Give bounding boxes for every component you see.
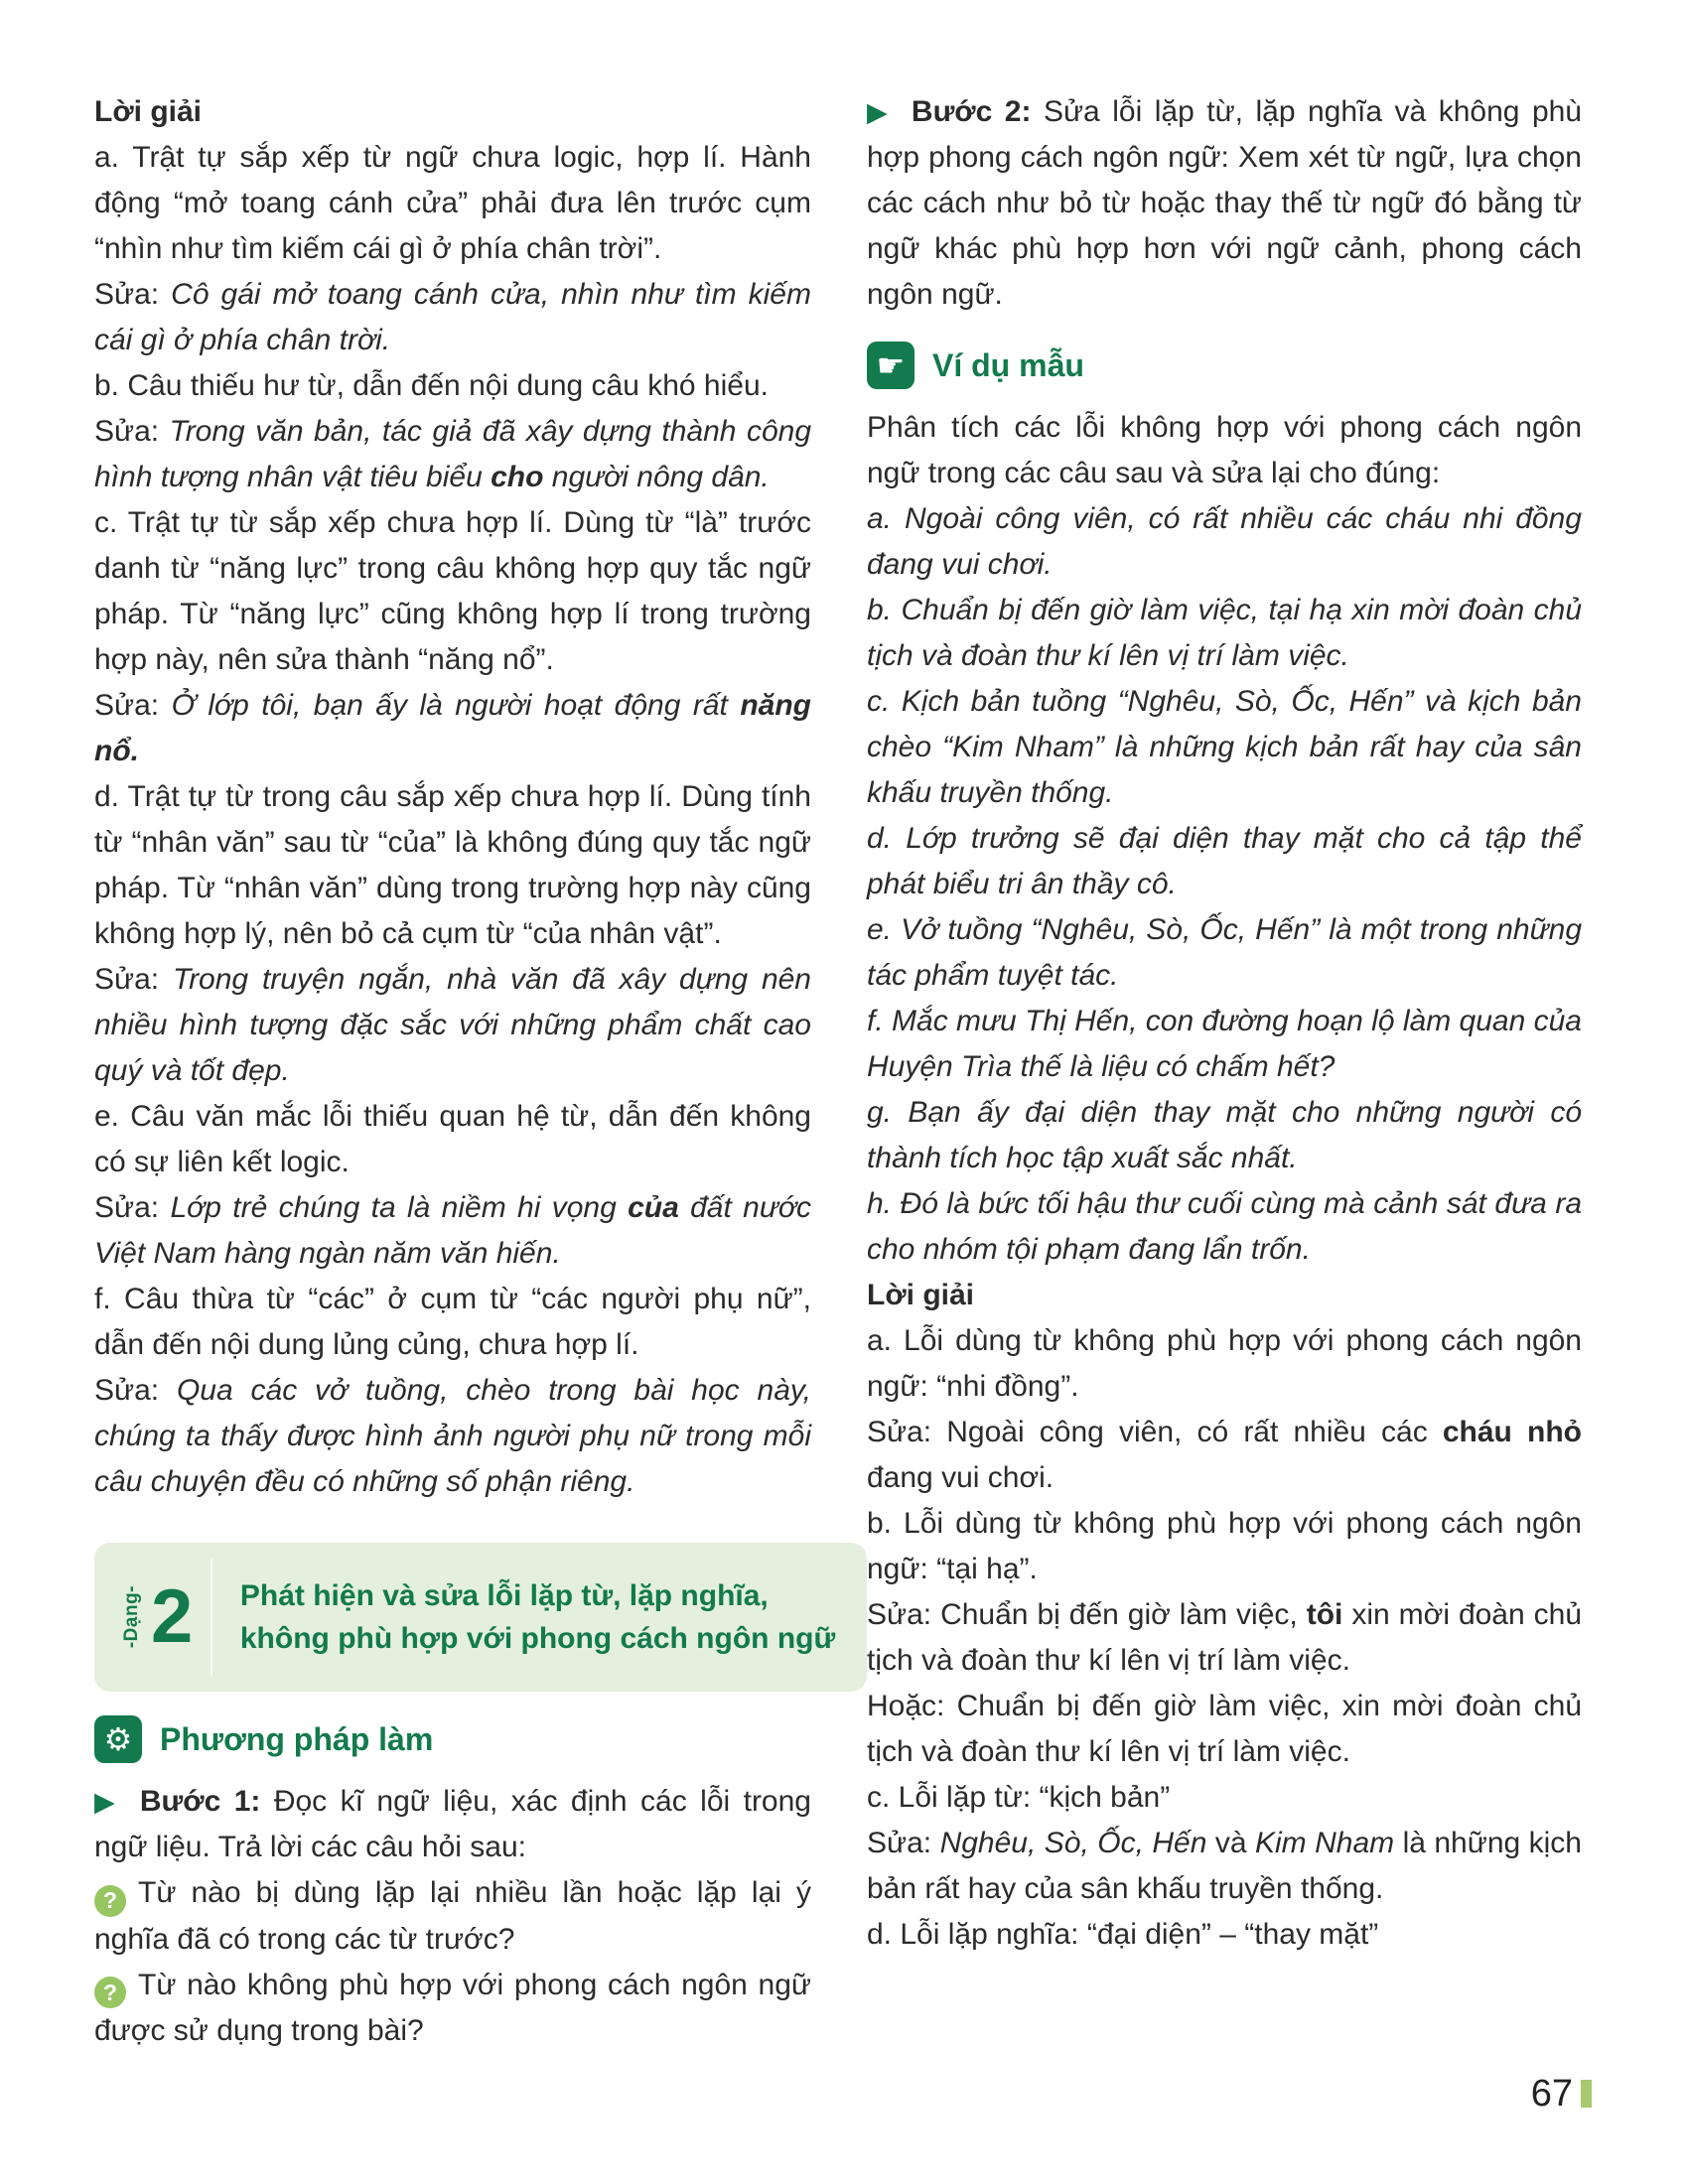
text-segment: Sửa: Chuẩn bị đến giờ làm việc, <box>867 1598 1307 1631</box>
text-segment: Phân tích các lỗi không hợp với phong cách ngôn ngữ trong các câu sau và sửa lại cho đúng: <box>867 411 1582 489</box>
gear-icon: ⚙ <box>94 1715 142 1763</box>
text-segment: a. Lỗi dùng từ không phù hợp với phong cách ngôn ngữ: “nhi đồng”. <box>867 1324 1582 1403</box>
text-segment: Trong truyện ngắn, nhà văn đã xây dựng nên nhiều hình tượng đặc sắc với những phẩm chất cao quý và tốt đẹp. <box>94 963 811 1087</box>
text-segment: c. Trật tự từ sắp xếp chưa hợp lí. Dùng từ “là” trước danh từ “năng lực” trong câu không hợp quy tắc ngữ pháp. Từ “năng lực” cũng không hợp lí trong trường hợp này, nên sửa thành “năng nổ”. <box>94 506 811 676</box>
paragraph <box>94 272 811 363</box>
dang-divider <box>211 1559 212 1676</box>
text-segment: cháu nhỏ <box>1442 1416 1582 1448</box>
paragraph <box>94 1185 811 1277</box>
step-arrow-icon: ▶ <box>94 1787 120 1817</box>
section-heading: Lời giải <box>94 95 203 128</box>
text-segment: Sửa: <box>867 1827 940 1859</box>
paragraph <box>94 363 811 409</box>
text-segment: Đọc kĩ ngữ liệu, xác định các lỗi trong ngữ liệu. Trả lời các câu hỏi sau: <box>94 1785 811 1863</box>
text-segment: e. Câu văn mắc lỗi thiếu quan hệ từ, dẫn đến không có sự liên kết logic. <box>94 1100 811 1178</box>
text-segment: năng nổ. <box>94 689 811 767</box>
text-segment: f. Câu thừa từ “các” ở cụm từ “các người phụ nữ”, dẫn đến nội dung lủng củng, chưa hợp lí. <box>94 1283 811 1361</box>
paragraph <box>867 1501 1582 1592</box>
paragraph <box>94 409 811 500</box>
text-segment: Sửa: Ngoài công viên, có rất nhiều các <box>867 1416 1443 1448</box>
step-arrow-icon: ▶ <box>867 97 892 127</box>
text-segment: Trong văn bản, tác giả đã xây dựng thành công hình tượng nhân vật tiêu biểu <box>94 415 812 493</box>
text-segment: Sửa: <box>94 1191 171 1224</box>
paragraph <box>867 907 1582 999</box>
text-segment: xin mời đoàn chủ tịch và đoàn thư kí lên vị trí làm việc. <box>867 1598 1583 1677</box>
paragraph <box>867 1592 1582 1684</box>
text-segment: a. Trật tự sắp xếp từ ngữ chưa logic, hợp lí. Hành động “mở toang cánh cửa” phải đưa lên trước cụm “nhìn như tìm kiếm cái gì ở phía chân trời”. <box>94 141 811 265</box>
text-segment: d. Lớp trưởng sẽ đại diện thay mặt cho cả tập thể phát biểu tri ân thầy cô. <box>867 822 1582 900</box>
dang-vertical-label: -Dạng- <box>121 1585 142 1649</box>
question-item <box>94 1870 811 1963</box>
text-segment: đang vui chơi. <box>867 1461 1055 1494</box>
text-segment: Từ nào không phù hợp với phong cách ngôn ngữ được sử dụng trong bài? <box>94 1968 811 2047</box>
dang-box <box>94 1543 867 1692</box>
question-item <box>94 1963 811 2055</box>
paragraph <box>867 1684 1582 1775</box>
text-segment: b. Lỗi dùng từ không phù hợp với phong cách ngôn ngữ: “tại hạ”. <box>867 1507 1582 1585</box>
text-segment: f. Mắc mưu Thị Hến, con đường hoạn lộ làm quan của Huyện Trìa thế là liệu có chấm hết? <box>867 1005 1582 1083</box>
text-segment: người nông dân. <box>543 461 770 493</box>
text-segment: b. Câu thiếu hư từ, dẫn đến nội dung câu khó hiểu. <box>94 369 769 402</box>
paragraph <box>867 588 1582 679</box>
page-number: 67 <box>1530 2073 1573 2115</box>
text-segment: Lớp trẻ chúng ta là niềm hi vọng <box>170 1191 629 1224</box>
text-segment: Sửa: <box>94 1374 177 1407</box>
text-segment: e. Vở tuồng “Nghêu, Sò, Ốc, Hến” là một trong những tác phẩm tuyệt tác. <box>867 913 1582 992</box>
section-title: Ví dụ mẫu <box>932 346 1084 383</box>
paragraph <box>94 135 811 272</box>
section-header <box>94 1715 811 1763</box>
text-segment: và <box>1206 1827 1255 1859</box>
text-segment: Kim Nham <box>1254 1827 1395 1859</box>
text-segment: là những kịch bản rất hay của sân khấu truyền thống. <box>867 1827 1582 1905</box>
paragraph <box>94 1094 811 1185</box>
text-segment: d. Lỗi lặp nghĩa: “đại diện” – “thay mặt” <box>867 1918 1379 1951</box>
paragraph <box>867 679 1582 816</box>
question-icon: ? <box>94 1885 126 1917</box>
text-segment: của <box>628 1191 679 1224</box>
paragraph <box>867 405 1582 496</box>
paragraph <box>867 1821 1582 1912</box>
text-segment: a. Ngoài công viên, có rất nhiều các cháu nhi đồng đang vui chơi. <box>867 502 1582 581</box>
text-segment: Sửa: <box>94 278 172 311</box>
paragraph <box>867 1410 1582 1501</box>
section-header <box>867 341 1582 389</box>
text-segment: g. Bạn ấy đại diện thay mặt cho những người có thành tích học tập xuất sắc nhất. <box>867 1096 1582 1174</box>
text-segment: Cô gái mở toang cánh cửa, nhìn như tìm kiếm cái gì ở phía chân trời. <box>94 278 811 356</box>
pointing-hand-icon: ☛ <box>867 341 914 389</box>
text-segment: h. Đó là bức tối hậu thư cuối cùng mà cảnh sát đưa ra cho nhóm tội phạm đang lẩn trốn. <box>867 1187 1582 1266</box>
text-segment: đất nước Việt Nam hàng ngàn năm văn hiến. <box>94 1191 811 1270</box>
text-segment: Bước 1: <box>139 1785 261 1818</box>
text-segment: Sửa lỗi lặp từ, lặp nghĩa và không phù hợp phong cách ngôn ngữ: Xem xét từ ngữ, lựa chọn các cách như bỏ từ hoặc thay thế từ ngữ đó bằng từ ngữ khác phù hợp hơn với ngữ cảnh, phong cách ngôn ngữ. <box>867 95 1582 311</box>
right-column <box>867 89 1582 1958</box>
paragraph <box>94 683 811 774</box>
text-segment: b. Chuẩn bị đến giờ làm việc, tại hạ xin mời đoàn chủ tịch và đoàn thư kí lên vị trí làm việc. <box>867 594 1582 672</box>
text-segment: Hoặc: Chuẩn bị đến giờ làm việc, xin mời đoàn chủ tịch và đoàn thư kí lên vị trí làm việc. <box>867 1690 1582 1768</box>
text-segment: Sửa: <box>94 963 173 996</box>
text-segment: Qua các vở tuồng, chèo trong bài học này, chúng ta thấy được hình ảnh người phụ nữ trong mỗi câu chuyện đều có những số phận riêng. <box>94 1374 811 1498</box>
text-segment: tôi <box>1306 1598 1343 1631</box>
text-segment: Nghêu, Sò, Ốc, Hến <box>939 1827 1207 1859</box>
text-segment: Sửa: <box>94 689 172 722</box>
section-heading: Lời giải <box>867 1279 975 1311</box>
step-paragraph <box>94 1779 811 1870</box>
paragraph <box>94 500 811 683</box>
text-segment: Bước 2: <box>911 95 1032 128</box>
step-paragraph <box>867 89 1582 318</box>
paragraph <box>867 816 1582 907</box>
left-column <box>94 89 836 2054</box>
text-segment: d. Trật tự từ trong câu sắp xếp chưa hợp lí. Dùng tính từ “nhân văn” sau từ “của” là không đúng quy tắc ngữ pháp. Từ “nhân văn” dùng trong trường hợp này cũng không hợp lý, nên bỏ cả cụm từ “của nhân vật”. <box>94 780 811 950</box>
page-footer <box>1531 2075 1592 2113</box>
page-number-bar <box>1581 2080 1592 2108</box>
text-segment: Ở lớp tôi, bạn ấy là người hoạt động rất <box>171 689 741 722</box>
question-icon: ? <box>94 1977 126 2008</box>
text-segment: c. Lỗi lặp từ: “kịch bản” <box>867 1781 1171 1814</box>
text-segment: Từ nào bị dùng lặp lại nhiều lần hoặc lặp lại ý nghĩa đã có trong các từ trước? <box>94 1876 811 1956</box>
paragraph <box>867 1318 1582 1410</box>
paragraph <box>867 1090 1582 1181</box>
paragraph <box>94 1277 811 1368</box>
paragraph <box>867 1912 1582 1958</box>
text-segment: Sửa: <box>94 415 170 448</box>
text-segment: cho <box>491 461 544 493</box>
paragraph <box>867 999 1582 1090</box>
dang-title: Phát hiện và sửa lỗi lặp từ, lặp nghĩa, không phù hợp với phong cách ngôn ngữ <box>239 1579 836 1655</box>
paragraph <box>94 1368 811 1505</box>
paragraph <box>867 496 1582 588</box>
text-segment: c. Kịch bản tuồng “Nghêu, Sò, Ốc, Hến” và kịch bản chèo “Kim Nham” là những kịch bản rất hay của sân khấu truyền thống. <box>867 685 1582 809</box>
paragraph <box>867 1181 1582 1273</box>
section-title: Phương pháp làm <box>160 1720 434 1757</box>
dang-number: 2 <box>151 1573 194 1659</box>
paragraph <box>94 774 811 957</box>
paragraph <box>94 957 811 1094</box>
paragraph <box>867 1775 1582 1821</box>
